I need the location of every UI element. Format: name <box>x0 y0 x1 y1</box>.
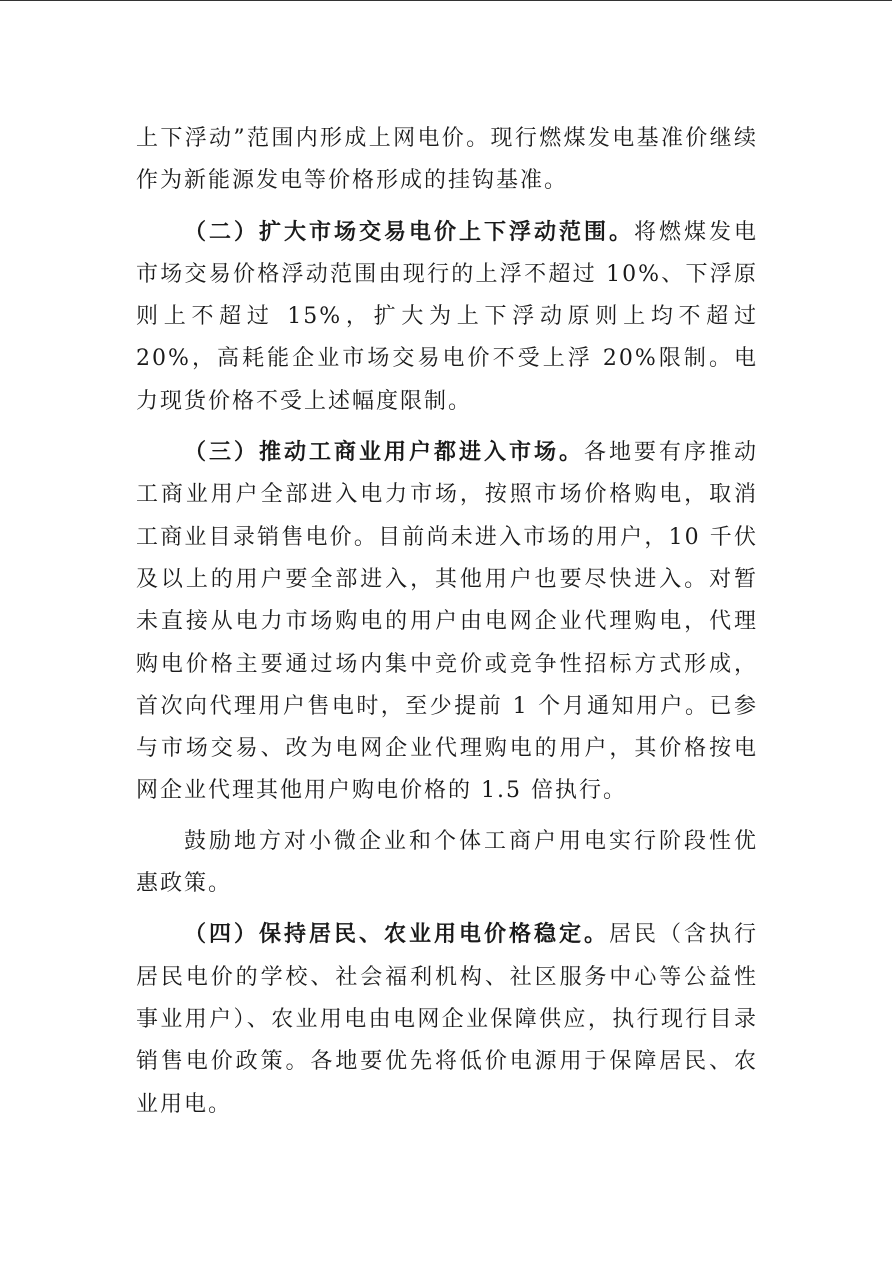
paragraph-section-3 <box>136 431 758 813</box>
document-body <box>136 118 758 1134</box>
paragraph-section-3-extra <box>136 821 758 906</box>
paragraph-continuation <box>136 118 758 203</box>
paragraph-text: 上下浮动”范围内形成上网电价。现行燃煤发电基准价继续作为新能源发电等价格形成的挂钩基准。 <box>136 126 758 194</box>
section-heading: （二）扩大市场交易电价上下浮动范围。 <box>184 218 634 245</box>
paragraph-text: 将燃煤发电市场交易价格浮动范围由现行的上浮不超过 10%、下浮原则上不超过 15%，扩大为上下浮动原则上均不超过 20%，高耗能企业市场交易电价不受上浮 20%限制。电力现货价格不受上述幅度限制。 <box>136 219 758 414</box>
paragraph-text: 各地要有序推动工商业用户全部进入电力市场，按照市场价格购电，取消工商业目录销售电价。目前尚未进入市场的用户，10 千伏及以上的用户要全部进入，其他用户也要尽快进入。对暂未直接从电力市场购电的用户由电网企业代理购电，代理购电价格主要通过场内集中竞价或竞争性招标方式形成，首次向代理用户售电时，至少提前 1 个月通知用户。已参与市场交易、改为电网企业代理购电的用户，其价格按电网企业代理其他用户购电价格的 1.5 倍执行。 <box>136 440 758 804</box>
paragraph-text: 鼓励地方对小微企业和个体工商户用电实行阶段性优惠政策。 <box>136 828 758 897</box>
section-heading: （三）推动工商业用户都进入市场。 <box>184 439 584 466</box>
paragraph-section-4 <box>136 913 758 1125</box>
paragraph-section-2 <box>136 211 758 423</box>
paragraph-text: 居民（含执行居民电价的学校、社会福利机构、社区服务中心等公益性事业用户）、农业用电由电网企业保障供应，执行现行目录销售电价政策。各地要优先将低价电源用于保障居民、农业用电。 <box>136 922 758 1117</box>
section-heading: （四）保持居民、农业用电价格稳定。 <box>184 921 609 948</box>
